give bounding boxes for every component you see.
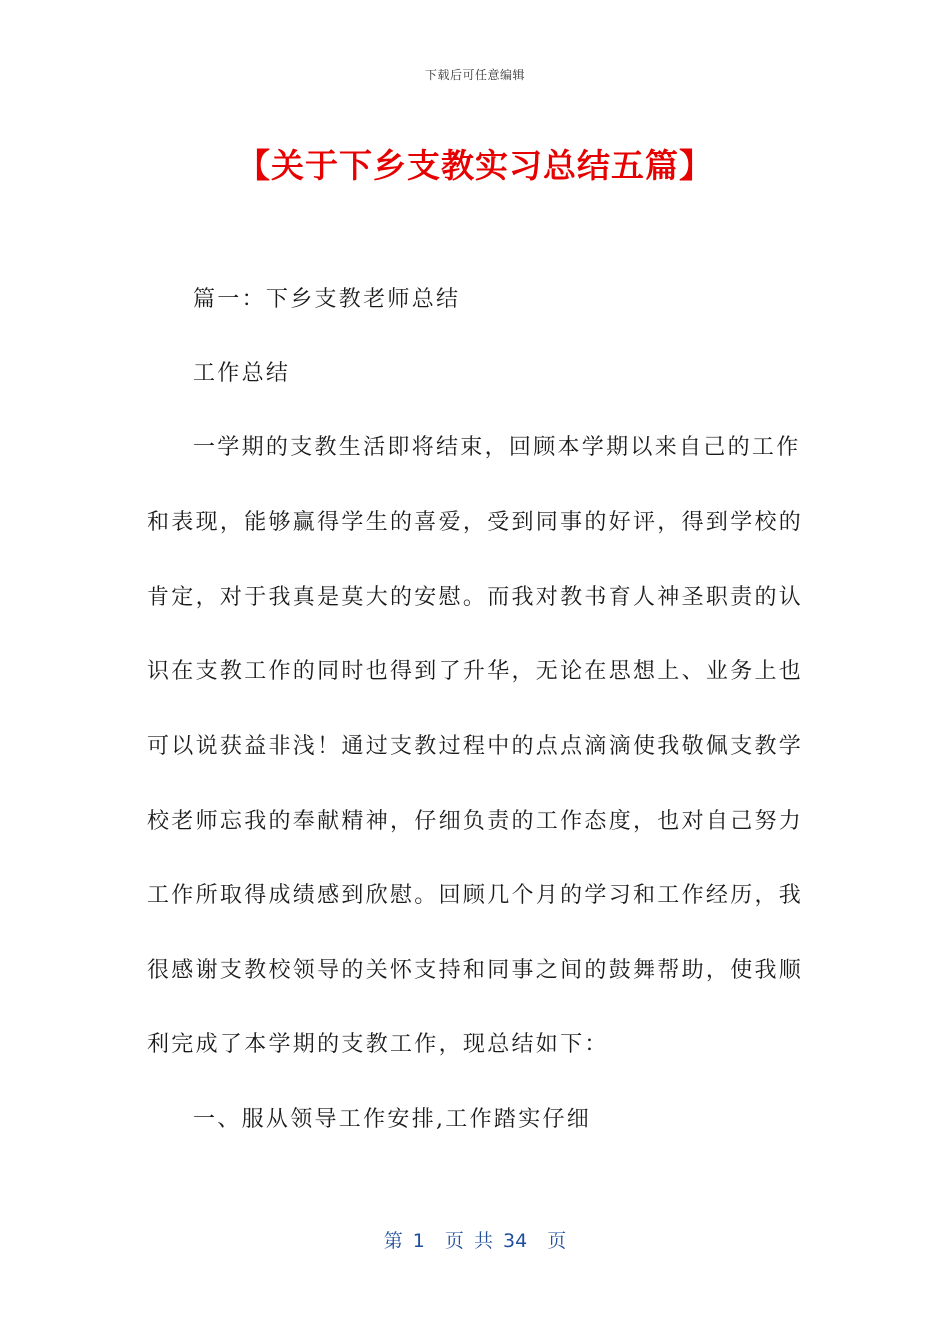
paragraph-line: 识在支教工作的同时也得到了升华，无论在思想上、业务上也 (147, 659, 804, 684)
paragraph-line: 和表现，能够赢得学生的喜爱，受到同事的好评，得到学校的 (147, 510, 804, 535)
section-heading: 篇一：下乡支教老师总结 (193, 287, 461, 312)
header-note: 下载后可任意编辑 (424, 68, 525, 82)
paragraph-line: 一学期的支教生活即将结束，回顾本学期以来自己的工作 (193, 435, 801, 460)
paragraph-line: 可以说获益非浅！通过支教过程中的点点滴滴使我敬佩支教学 (147, 734, 804, 759)
paragraph-line: 肯定，对于我真是莫大的安慰。而我对教书育人神圣职责的认 (147, 585, 804, 610)
document-title: 【关于下乡支教实习总结五篇】 (237, 146, 713, 185)
paragraph-line: 很感谢支教校领导的关怀支持和同事之间的鼓舞帮助，使我顺 (147, 958, 804, 983)
subheading: 工作总结 (193, 361, 291, 386)
paragraph-line: 工作所取得成绩感到欣慰。回顾几个月的学习和工作经历，我 (147, 883, 804, 908)
page-footer (0, 1226, 950, 1253)
page-number-label: 第 1 页 共 34 页 (383, 1230, 567, 1252)
item-heading: 一、服从领导工作安排,工作踏实仔细 (193, 1107, 592, 1132)
paragraph-line: 校老师忘我的奉献精神，仔细负责的工作态度，也对自己努力 (147, 809, 804, 834)
paragraph-line: 利完成了本学期的支教工作，现总结如下： (147, 1032, 609, 1057)
